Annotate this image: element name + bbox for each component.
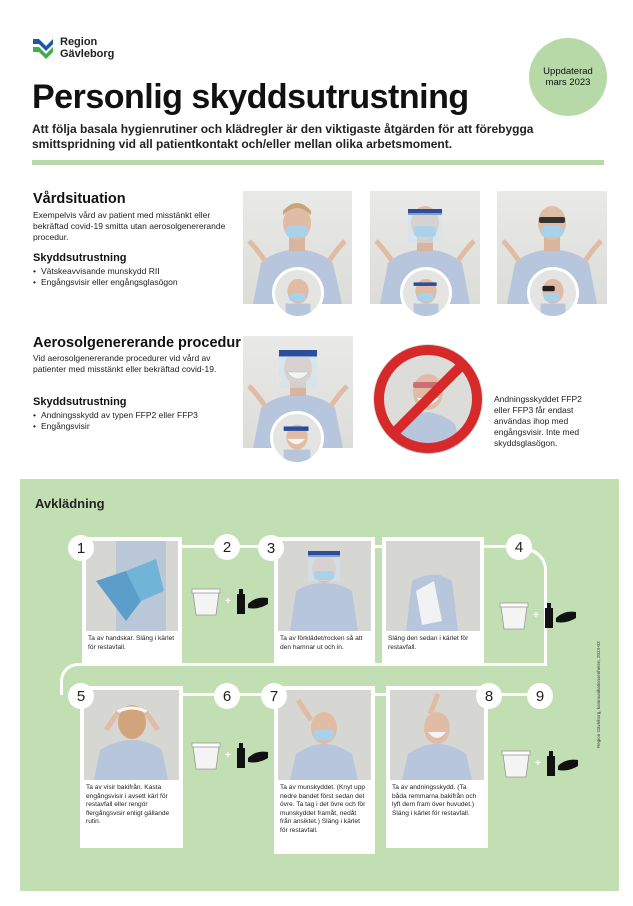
- step-card-5: [80, 686, 183, 848]
- waste-bin-icon: [500, 748, 532, 778]
- footer-credit: Region Gävleborg, kommunikationsenheten, 2023-03: [596, 641, 601, 748]
- dispose-bin-hand-rub-6: [190, 740, 270, 770]
- step-number-2: 2: [214, 534, 240, 560]
- step-1-caption: Ta av handskar. Släng i kärlet för restavfall.: [88, 635, 175, 651]
- bullet-item: • Vätskeavvisande munskydd RII: [33, 266, 178, 277]
- intro-text: Att följa basala hygienrutiner och klädregler är den viktigaste åtgärden för att förebygga smittspridning vid all patientkontakt och/eller mellan olika arbetsmoment.: [32, 122, 534, 151]
- dispose-bin-hand-rub-9: [500, 748, 580, 778]
- inset-ffp2-profile: [270, 411, 324, 465]
- ffp2-note: Andningsskyddet FFP2 eller FFP3 får endast användas ihop med engångsvisir. Inte med skyddsglasögon.: [494, 394, 582, 448]
- step-card-1: [82, 537, 182, 664]
- waste-bin-icon: [190, 740, 222, 770]
- remove-respirator-photo: [390, 690, 484, 780]
- bullet-item: • Engångsvisir: [33, 421, 198, 432]
- dispose-bin-hand-rub-4: [498, 600, 578, 630]
- waste-bin-icon: [190, 586, 222, 616]
- avkladning-heading: Avklädning: [35, 496, 105, 511]
- remove-mask-photo: [278, 690, 371, 780]
- remove-apron-photo: [278, 541, 371, 631]
- bullet-item: • Andningsskydd av typen FFP2 eller FFP3: [33, 410, 198, 421]
- logo-line1: Region: [60, 36, 98, 48]
- step-number-9: 9: [527, 683, 553, 709]
- aerosol-heading: Aerosolgenererande procedur: [33, 335, 241, 351]
- aerosol-text: Vid aerosolgenererande procedurer vid vård av patienter med misstänkt eller bekräftad covid-19.: [33, 353, 217, 374]
- step-number-8: 8: [476, 683, 502, 709]
- plus-icon: +: [225, 749, 231, 761]
- step-card-3: [274, 537, 375, 664]
- hand-sanitizer-gloved-hand-icon: [544, 748, 580, 778]
- step-card-7: [274, 686, 375, 854]
- remove-visor-photo: [84, 690, 179, 780]
- step-number-6: 6: [214, 683, 240, 709]
- logo-icon: [32, 36, 54, 60]
- step-3-caption: Ta av förklädet/rocken så att den hamnar ut och in.: [280, 635, 363, 651]
- plus-icon: +: [533, 609, 539, 621]
- forbidden-combination-sign: [373, 344, 483, 454]
- vardsituation-subheading: Skyddsutrustning: [33, 252, 127, 264]
- step-card-8: [386, 686, 488, 848]
- updated-badge: [529, 38, 607, 116]
- aerosol-bullets: [33, 410, 198, 432]
- dispose-bin-hand-rub-2: [190, 586, 270, 616]
- page-title: Personlig skyddsutrustning: [32, 78, 469, 116]
- step-number-4: 4: [506, 534, 532, 560]
- plus-icon: +: [535, 757, 541, 769]
- step-7-caption: Ta av munskyddet. (Knyt upp nedre bandet först sedan det övre. Ta tag i det övre och för munskyddet framåt, nedåt från ansiktet.) Släng i kärlet för restavfall.: [280, 784, 366, 834]
- step-number-3: 3: [258, 535, 284, 561]
- inset-visir-profile: [400, 267, 452, 319]
- aerosol-subheading: Skyddsutrustning: [33, 396, 127, 408]
- hand-sanitizer-gloved-hand-icon: [542, 600, 578, 630]
- vardsituation-text: Exempelvis vård av patient med misstänkt eller bekräftad covid-19 smitta utan aerosolgenererande procedur.: [33, 210, 226, 242]
- step-number-1: 1: [68, 535, 94, 561]
- divider: [32, 160, 604, 165]
- step-3b-caption: Släng den sedan i kärlet för restavfall.: [388, 635, 469, 651]
- step-5-caption: Ta av visir bakifrån. Kasta engångsvisir i avsett kärl för restavfall eller rengör flergångsvisir enligt gällande rutin.: [86, 784, 170, 826]
- logo-line2: Gävleborg: [60, 48, 115, 60]
- bullet-item: • Engångsvisir eller engångsglasögon: [33, 277, 178, 288]
- step-8-caption: Ta av andningsskydd. (Ta båda remmarna bakifrån och lyft dem fram över huvudet.) Släng i kärlet för restavfall.: [392, 784, 477, 817]
- step-number-7: 7: [261, 683, 287, 709]
- discard-apron-photo: [386, 541, 480, 631]
- step-card-3b: [382, 537, 484, 664]
- hand-sanitizer-gloved-hand-icon: [234, 740, 270, 770]
- badge-line1: Uppdaterad: [543, 66, 593, 77]
- inset-glasses-profile: [527, 267, 579, 319]
- vardsituation-heading: Vårdsituation: [33, 191, 126, 207]
- waste-bin-icon: [498, 600, 530, 630]
- step-number-5: 5: [68, 683, 94, 709]
- plus-icon: +: [225, 595, 231, 607]
- vardsituation-bullets: [33, 266, 178, 288]
- badge-line2: mars 2023: [545, 77, 591, 88]
- remove-gloves-photo: [86, 541, 178, 631]
- region-logo: [32, 36, 114, 60]
- inset-mask-profile: [272, 267, 324, 319]
- hand-sanitizer-gloved-hand-icon: [234, 586, 270, 616]
